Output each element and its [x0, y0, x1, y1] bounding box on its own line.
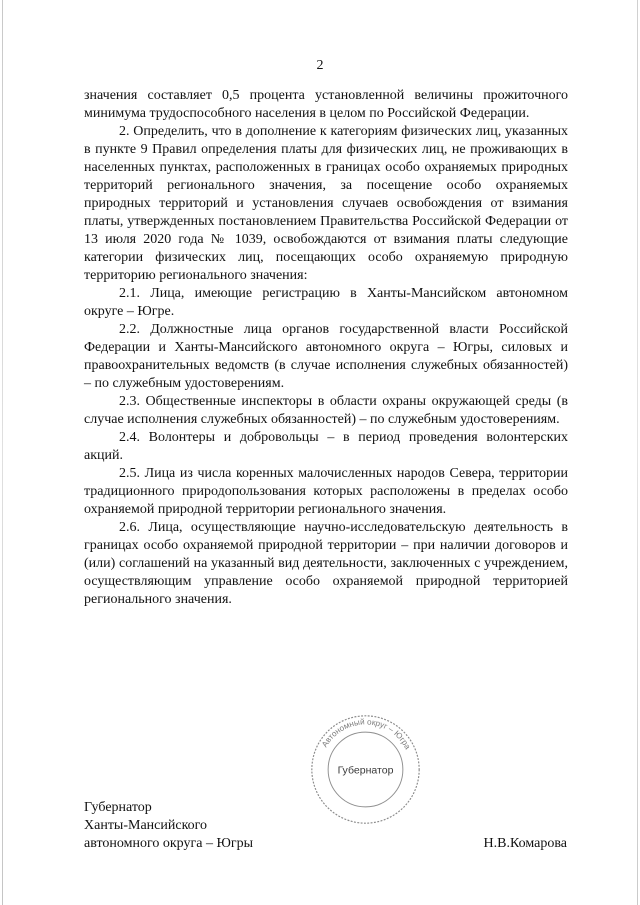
paragraph-clause-2-2: 2.2. Должностные лица органов государственной власти Российской Федерации и Ханты-Мансийского автономного округа – Югры, силовых и правоохранительных ведомств (в случае исполнения служебных обязанностей) – по служебным удостоверениям. — [84, 322, 568, 391]
paragraph-clause-2-6: 2.6. Лица, осуществляющие научно-исследовательскую деятельность в границах особо охраняемой природной территории – при наличии договоров и (или) соглашений на указанный вид деятельности, заключенных с учреждением, осуществляющим управление особо охраняемой природной территорией регионального значения. — [84, 520, 568, 607]
signer-title-line-1: Губернатор — [84, 800, 152, 815]
paragraph-clause-2-5: 2.5. Лица из числа коренных малочисленных народов Севера, территории традиционного природопользования которых расположены в пределах особо охраняемой природной территории регионального значения. — [84, 466, 568, 517]
paragraph-clause-2: 2. Определить, что в дополнение к категориям физических лиц, указанных в пункте 9 Правил определения платы для физических лиц, не проживающих в населенных пунктах, расположенных в границах особо охраняемых природных территорий регионального значения, за посещение особо охраняемых природных территорий и установления случаев освобождения от взимания платы, утвержденных постановлением Правительства Российской Федерации от 13 июля 2020 года № 1039, освобождаются от взимания платы следующие категории физических лиц, посещающих особо охраняемую природную территорию регионального значения: — [84, 124, 568, 283]
signer-title-line-3: автономного округа – Югры — [84, 836, 253, 851]
official-seal-stamp — [308, 712, 423, 827]
signer-title-block — [84, 799, 253, 853]
paragraph-clause-2-1: 2.1. Лица, имеющие регистрацию в Ханты-Мансийском автономном округе – Югре. — [84, 286, 568, 319]
document-body — [84, 87, 568, 609]
paragraph-clause-2-3: 2.3. Общественные инспекторы в области охраны окружающей среды (в случае исполнения служебных обязанностей) – по служебным удостоверениям. — [84, 394, 568, 427]
paragraph-clause-2-4: 2.4. Волонтеры и добровольцы – в период проведения волонтерских акций. — [84, 430, 568, 463]
signer-title-line-2: Ханты-Мансийского — [84, 818, 208, 833]
scan-edge-left — [2, 0, 3, 905]
signature-name: Н.В.Комарова — [483, 836, 567, 851]
scan-edge-right — [637, 0, 638, 905]
seal-ring-text: Автономный округ – Югра — [320, 717, 413, 751]
seal-center-text: Губернатор — [337, 764, 394, 777]
paragraph-continuation: значения составляет 0,5 процента установленной величины прожиточного минимума трудоспособного населения в целом по Российской Федерации. — [84, 88, 568, 121]
page-number: 2 — [316, 58, 324, 73]
